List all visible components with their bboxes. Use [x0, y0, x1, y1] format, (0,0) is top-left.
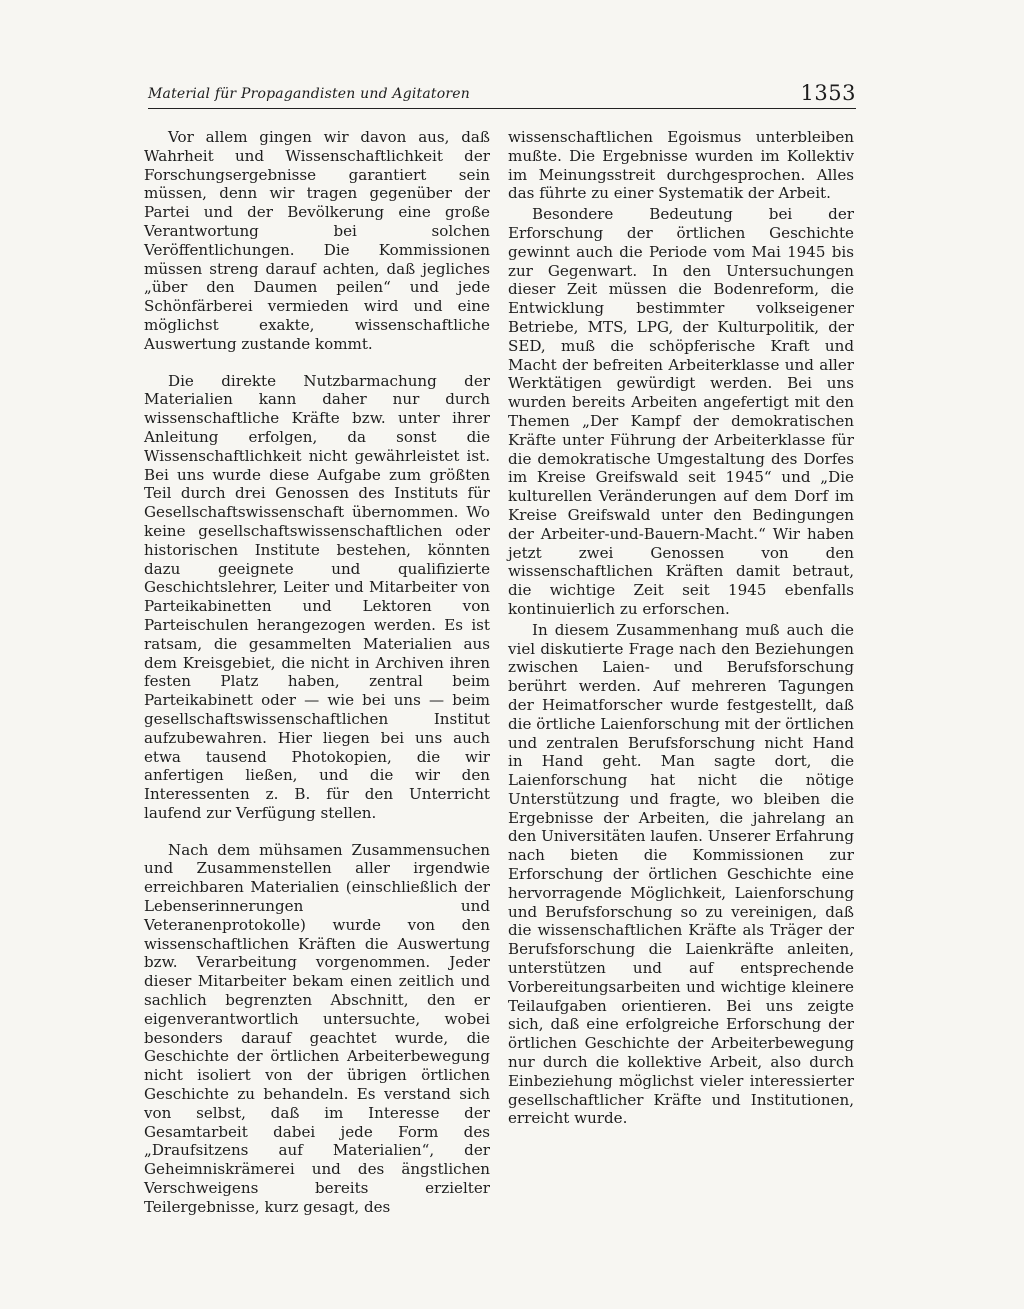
right-column: [508, 128, 854, 1128]
paragraph: Besondere Bedeutung bei der Erforschung der örtlichen Geschichte gewinnt auch die Periode vom Mai 1945 bis zur Gegenwart. In den Untersuchungen dieser Zeit müssen die Bodenreform, die Entwicklung bestimmter volkseigener Betriebe, MTS, LPG, der Kulturpolitik, der SED, muß die schöpferische Kraft und Macht der befreiten Arbeiterklasse und aller Werktätigen gewürdigt werden. Bei uns wurden bereits Arbeiten angefertigt mit den Themen „Der Kampf der demokratischen Kräfte unter Führung der Arbeiterklasse für die demokratische Umgestaltung des Dorfes im Kreise Greifswald seit 1945“ und „Die kulturellen Veränderungen auf dem Dorf im Kreise Greifswald unter den Bedingungen der Arbeiter-und-Bauern-Macht.“ Wir haben jetzt zwei Genossen von den wissenschaftlichen Kräften damit betraut, die wichtige Zeit seit 1945 ebenfalls kontinuierlich zu erforschen.: [508, 205, 854, 618]
paragraph-continued: wissenschaftlichen Egoismus unterbleiben mußte. Die Ergebnisse wurden im Kollektiv im Meinungsstreit durchgesprochen. Alles das führte zu einer Systematik der Arbeit.: [508, 128, 854, 203]
paragraph: Die direkte Nutzbarmachung der Materialien kann daher nur durch wissenschaftliche Kräfte bzw. unter ihrer Anleitung erfolgen, da sonst die Wissenschaftlichkeit nicht gewährleistet ist. Bei uns wurde diese Aufgabe zum größten Teil durch drei Genossen des Instituts für Gesellschaftswissenschaft übernommen. Wo keine gesellschaftswissenschaftlichen oder historischen Institute bestehen, könnten dazu geeignete und qualifizierte Geschichtslehrer, Leiter und Mitarbeiter von Parteikabinetten und Lektoren von Parteischulen herangezogen werden. Es ist ratsam, die gesammelten Materialien aus dem Kreisgebiet, die nicht in Archiven ihren festen Platz haben, zentral beim Parteikabinett oder — wie bei uns — beim gesellschaftswissenschaftlichen Institut aufzubewahren. Hier liegen bei uns auch etwa tausend Photokopien, die wir anfertigen ließen, und die wir den Interessenten z. B. für den Unterricht laufend zur Verfügung stellen.: [144, 371, 490, 822]
paragraph: In diesem Zusammenhang muß auch die viel diskutierte Frage nach den Beziehungen zwischen Laien- und Berufsforschung berührt werden. Auf mehreren Tagungen der Heimatforscher wurde festgestellt, daß die örtliche Laienforschung mit der örtlichen und zentralen Berufsforschung nicht Hand in Hand geht. Man sagte dort, die Laienforschung hat nicht die nötige Unterstützung und fragte, wo bleiben die Ergebnisse der Arbeiten, die jahrelang an den Universitäten laufen. Unserer Erfahrung nach bieten die Kommissionen zur Erforschung der örtlichen Geschichte eine hervorragende Möglichkeit, Laienforschung und Berufsforschung so zu vereinigen, daß die wissenschaftlichen Kräfte als Träger der Berufsforschung die Laienkräfte anleiten, unterstützen und auf entsprechende Vorbereitungsarbeiten und wichtige kleinere Teilaufgaben orientieren. Bei uns zeigte sich, daß eine erfolgreiche Erforschung der örtlichen Geschichte der Arbeiterbewegung nur durch die kollektive Arbeit, also durch Einbeziehung möglichst vieler interessierter gesellschaftlicher Kräfte und Institutionen, erreicht wurde.: [508, 620, 854, 1128]
page-number: 1353: [800, 81, 856, 105]
page-header: [148, 81, 856, 109]
paragraph: Nach dem mühsamen Zusammensuchen und Zusammenstellen aller irgendwie erreichbaren Materialien (einschließlich der Lebenserinnerungen und Veteranenprotokolle) wurde von den wissenschaftlichen Kräften die Auswertung bzw. Verarbeitung vorgenommen. Jeder dieser Mitarbeiter bekam einen zeitlich und sachlich begrenzten Abschnitt, den er eigenverantwortlich untersuchte, wobei besonders darauf geachtet wurde, die Geschichte der örtlichen Arbeiterbewegung nicht isoliert von der übrigen örtlichen Geschichte zu behandeln. Es verstand sich von selbst, daß im Interesse der Gesamtarbeit dabei jede Form des „Draufsitzens auf Materialien“, der Geheimniskrämerei und des ängstlichen Verschweigens bereits erzielter Teilergebnisse, kurz gesagt, des: [144, 840, 490, 1216]
running-title: Material für Propagandisten und Agitatoren: [148, 86, 470, 102]
left-column: [144, 128, 490, 1217]
paragraph: Vor allem gingen wir davon aus, daß Wahrheit und Wissenschaftlichkeit der Forschungsergebnisse garantiert sein müssen, denn wir tragen gegenüber der Partei und der Bevölkerung eine große Verantwortung bei solchen Veröffentlichungen. Die Kommissionen müssen streng darauf achten, daß jegliches „über den Daumen peilen“ und jede Schönfärberei vermieden wird und eine möglichst exakte, wissenschaftliche Auswertung zustande kommt.: [144, 128, 490, 353]
